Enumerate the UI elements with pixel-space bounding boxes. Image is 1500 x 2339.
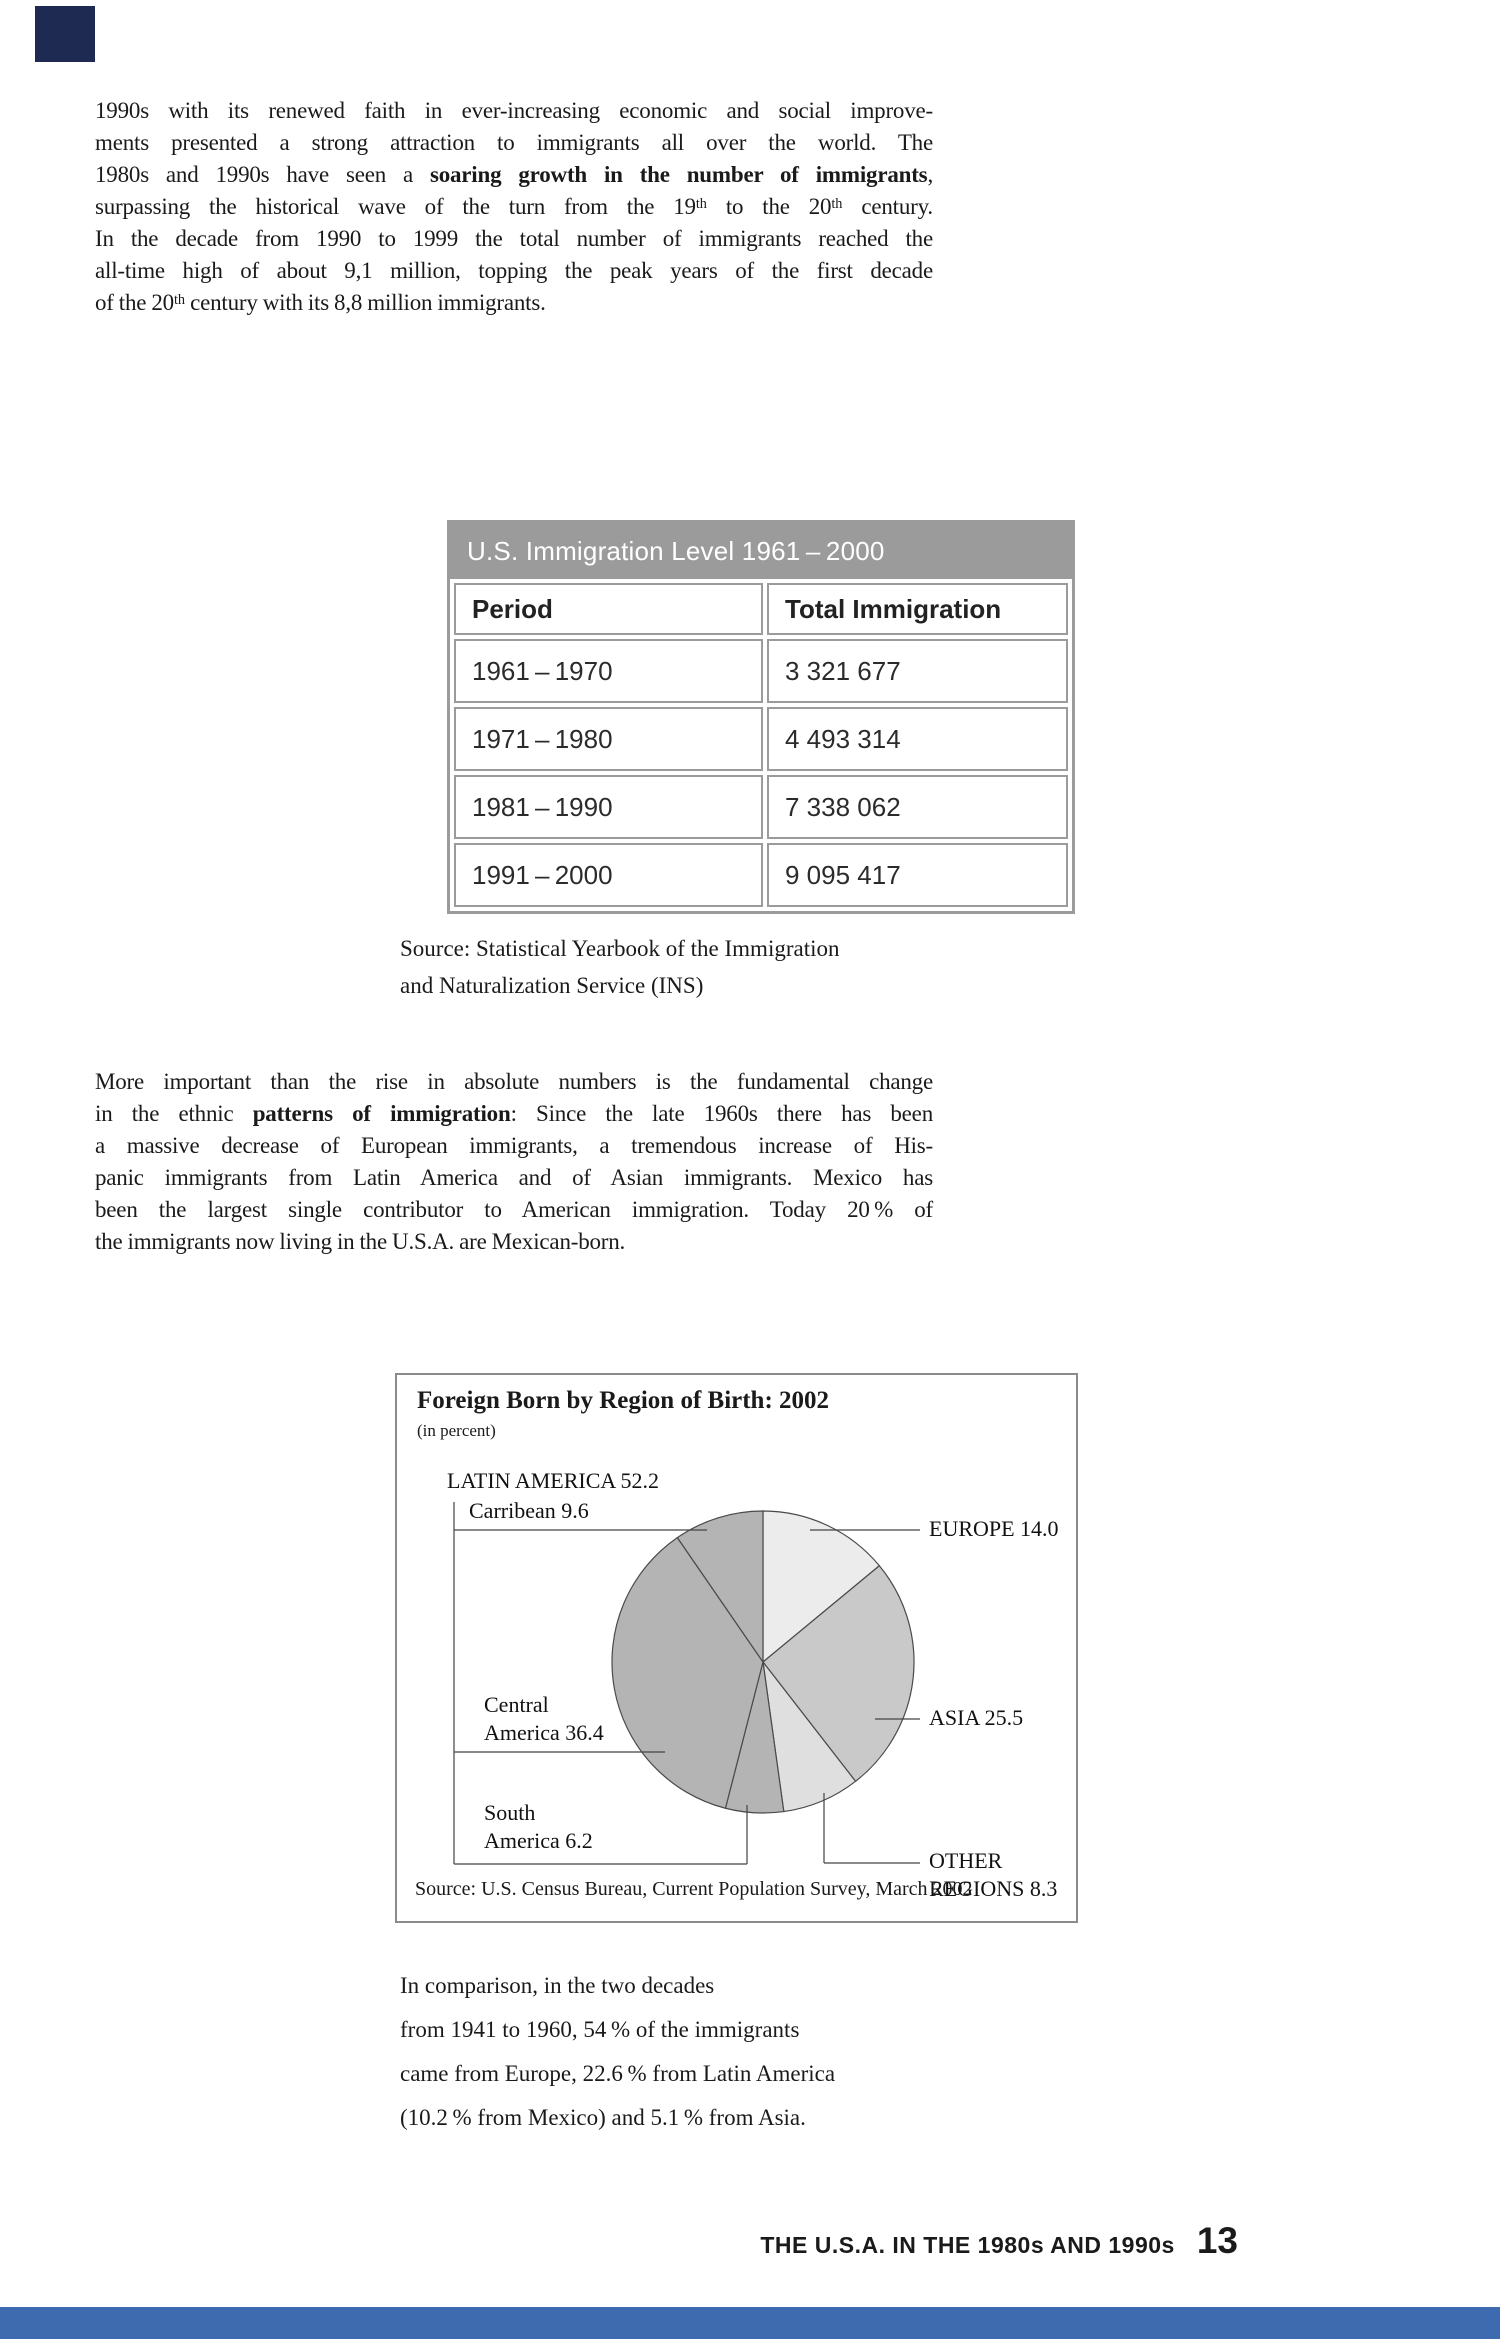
text-segment: (10.2 % from Mexico) and 5.1 % from Asia. (400, 2105, 806, 2130)
footer-bar (0, 2307, 1500, 2339)
chart-source-note: Source: U.S. Census Bureau, Current Population Survey, March 2002 (415, 1878, 973, 1900)
text-segment: In comparison, in the two decades (400, 1973, 715, 1998)
text-segment: all-time high of about 9,1 million, topping the peak years of the first decade (95, 258, 933, 283)
pie-chart-figure (395, 1373, 1078, 1923)
text-line (95, 127, 933, 159)
text-segment: panic immigrants from Latin America and of Asian immigrants. Mexico has (95, 1165, 933, 1190)
text-segment: century. (842, 194, 933, 219)
table-grid (450, 579, 1072, 911)
text-segment: surpassing the historical wave of the turn from the 19 (95, 194, 696, 219)
text-segment: soaring growth in the number of immigrants (429, 162, 928, 187)
text-line (95, 1066, 933, 1098)
chapter-tab (35, 6, 95, 62)
text-line (95, 1130, 933, 1162)
label-south-line2: America 6.2 (484, 1828, 593, 1853)
text-line (95, 255, 933, 287)
table-title: U.S. Immigration Level 1961 – 2000 (450, 523, 1072, 579)
text-line (95, 159, 933, 191)
text-line (400, 1964, 1040, 2008)
text-line (95, 1226, 933, 1258)
paragraph-2 (95, 1066, 933, 1258)
footer-chapter-title: THE U.S.A. IN THE 1980s AND 1990s (760, 2232, 1175, 2258)
label-central-america (484, 1691, 604, 1747)
text-line (95, 1098, 933, 1130)
text-line (400, 2008, 1040, 2052)
text-line (95, 287, 933, 319)
text-segment: to the 20 (706, 194, 832, 219)
table-cell: 1961 – 1970 (454, 639, 763, 703)
text-segment: , (927, 162, 933, 187)
text-segment: th (831, 195, 843, 212)
text-segment: the immigrants now living in the U.S.A. are Mexican-born. (95, 1229, 626, 1254)
text-segment: Source: Statistical Yearbook of the Immigration (400, 936, 840, 961)
label-latin-america: LATIN AMERICA 52.2 (447, 1468, 660, 1493)
label-south-line1: South (484, 1800, 536, 1825)
text-segment: : Since the late 1960s there has been (510, 1101, 933, 1126)
table-cell: 3 321 677 (767, 639, 1068, 703)
text-segment: ments presented a strong attraction to immigrants all over the world. The (95, 130, 933, 155)
text-segment: th (695, 195, 707, 212)
chart-subtitle: (in percent) (417, 1421, 496, 1440)
text-line (400, 2052, 1040, 2096)
text-line (400, 967, 839, 1004)
text-line (95, 95, 933, 127)
chart-title: Foreign Born by Region of Birth: 2002 (417, 1387, 830, 1414)
label-europe: EUROPE 14.0 (929, 1516, 1059, 1541)
text-segment: century with its 8,8 million immigrants. (185, 290, 546, 315)
paragraph-1 (95, 95, 933, 319)
text-segment: More important than the rise in absolute numbers is the fundamental change (95, 1069, 933, 1094)
label-south-america (484, 1799, 593, 1855)
text-segment: from 1941 to 1960, 54 % of the immigrants (400, 2017, 800, 2042)
label-central-line1: Central (484, 1692, 549, 1717)
text-segment: and Naturalization Service (INS) (400, 973, 704, 998)
label-asia: ASIA 25.5 (929, 1705, 1024, 1730)
table-source-note (400, 930, 839, 1004)
text-segment: 1990s with its renewed faith in ever-increasing economic and social improve- (95, 98, 933, 123)
text-line (400, 2096, 1040, 2140)
text-line (95, 1194, 933, 1226)
text-segment: In the decade from 1990 to 1999 the total number of immigrants reached the (95, 226, 933, 251)
table-header-cell: Period (454, 583, 763, 635)
text-segment: been the largest single contributor to American immigration. Today 20 % of (95, 1197, 933, 1222)
text-segment: th (173, 291, 186, 308)
table-cell: 9 095 417 (767, 843, 1068, 907)
paragraph-3 (400, 1964, 1040, 2140)
table-cell: 4 493 314 (767, 707, 1068, 771)
page-footer (760, 2220, 1238, 2262)
footer-page-number: 13 (1196, 2220, 1238, 2261)
text-line (400, 930, 839, 967)
label-central-line2: America 36.4 (484, 1720, 604, 1745)
text-line (95, 1162, 933, 1194)
text-segment: in the ethnic (95, 1101, 253, 1126)
table-cell: 1971 – 1980 (454, 707, 763, 771)
label-other-line2: REGIONS 8.3 (929, 1876, 1058, 1901)
table-cell: 1991 – 2000 (454, 843, 763, 907)
table-header-cell: Total Immigration (767, 583, 1068, 635)
table-cell: 1981 – 1990 (454, 775, 763, 839)
text-segment: of the 20 (95, 290, 174, 315)
label-carribean: Carribean 9.6 (469, 1498, 589, 1523)
text-segment: 1980s and 1990s have seen a (95, 162, 430, 187)
text-segment: patterns of immigration (252, 1101, 511, 1126)
text-line (95, 191, 933, 223)
text-line (95, 223, 933, 255)
immigration-table (447, 520, 1075, 914)
text-segment: a massive decrease of European immigrants, a tremendous increase of His- (95, 1133, 933, 1158)
label-other-line1: OTHER (929, 1848, 1003, 1873)
table-cell: 7 338 062 (767, 775, 1068, 839)
text-segment: came from Europe, 22.6 % from Latin America (400, 2061, 836, 2086)
